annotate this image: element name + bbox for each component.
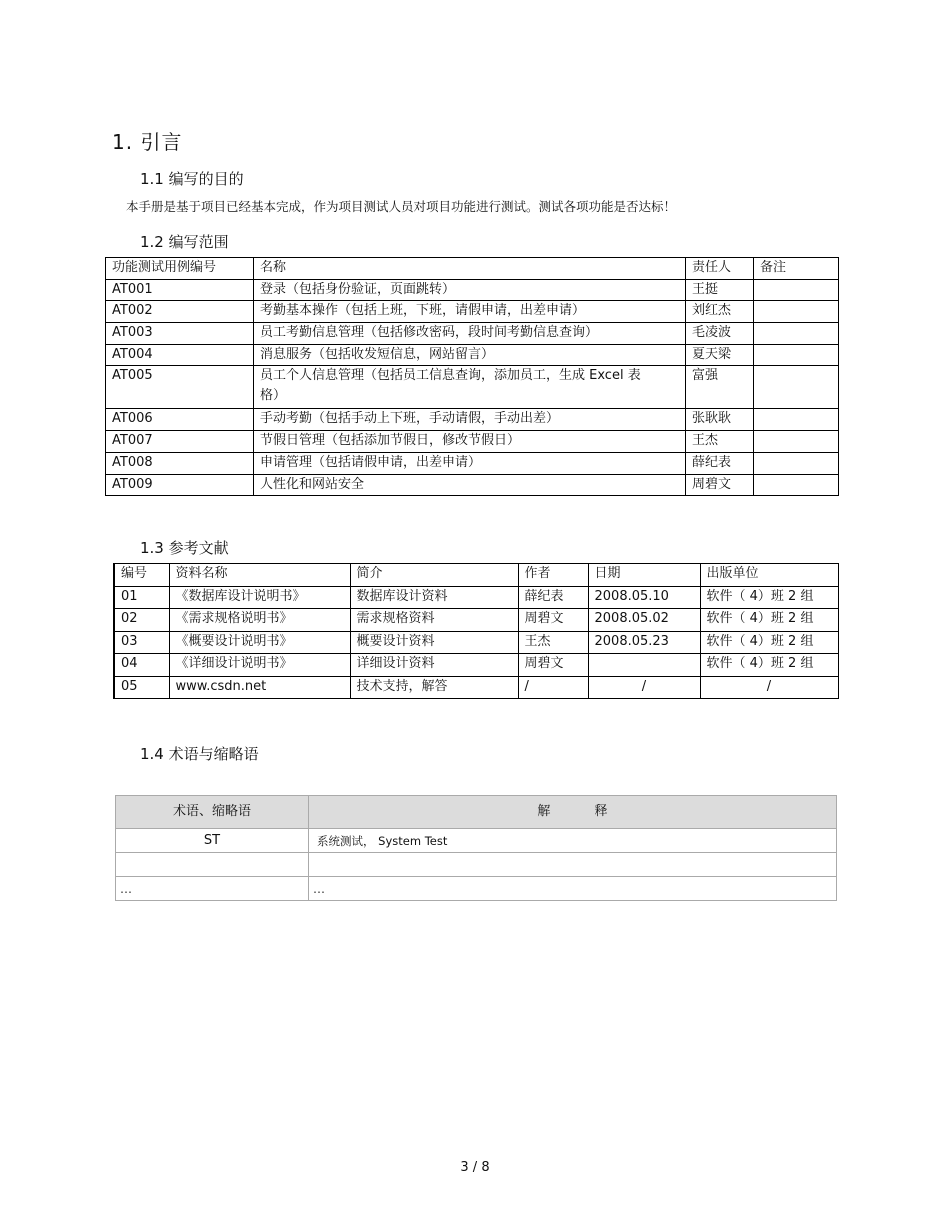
- ref-cell-summary: 数据库设计资料: [350, 586, 518, 609]
- scope-header-owner: 责任人: [686, 258, 754, 280]
- ref-cell-author: /: [518, 676, 588, 699]
- scope-cell-id: AT005: [106, 366, 254, 409]
- scope-cell-owner: 刘红杰: [686, 301, 754, 323]
- scope-cell-name: 考勤基本操作（包括上班，下班，请假申请，出差申请）: [254, 301, 686, 323]
- ref-cell-publisher: /: [700, 676, 838, 699]
- scope-cell-name: 员工个人信息管理（包括员工信息查询，添加员工，生成 Excel 表格）: [254, 366, 686, 409]
- scope-table: [105, 257, 839, 496]
- table-row: [106, 323, 839, 345]
- terms-cell-term: [116, 853, 309, 877]
- heading-terms: 1.4 术语与缩略语: [140, 745, 259, 763]
- scope-cell-name: 消息服务（包括收发短信息，网站留言）: [254, 344, 686, 366]
- terms-header-explanation: 解 释: [309, 796, 837, 829]
- scope-header-note: 备注: [754, 258, 839, 280]
- scope-cell-note: [754, 344, 839, 366]
- ref-cell-link: www.csdn.net: [169, 676, 350, 699]
- ref-cell-summary: 技术支持，解答: [350, 676, 518, 699]
- ref-cell-publisher: 软件（ 4）班 2 组: [700, 631, 838, 654]
- terms-cell-term: …: [116, 877, 309, 901]
- ref-cell-title: 《数据库设计说明书》: [169, 586, 350, 609]
- terms-table: [115, 795, 837, 901]
- scope-cell-owner: 夏天梁: [686, 344, 754, 366]
- ref-header-no: 编号: [114, 564, 169, 587]
- heading-references: 1.3 参考文献: [140, 539, 229, 557]
- ref-cell-summary: 需求规格资料: [350, 609, 518, 632]
- scope-header-row: [106, 258, 839, 280]
- table-row: [116, 877, 837, 901]
- table-row: [106, 279, 839, 301]
- ref-cell-date: 2008.05.02: [588, 609, 700, 632]
- scope-cell-id: AT003: [106, 323, 254, 345]
- ref-cell-date: 2008.05.10: [588, 586, 700, 609]
- ref-cell-date: [588, 654, 700, 677]
- scope-cell-name: 员工考勤信息管理（包括修改密码，段时间考勤信息查询）: [254, 323, 686, 345]
- scope-cell-owner: 周碧文: [686, 474, 754, 496]
- page-number: 3 / 8: [460, 1160, 490, 1175]
- table-row: [106, 474, 839, 496]
- scope-cell-note: [754, 409, 839, 431]
- ref-cell-no: 02: [114, 609, 169, 632]
- scope-cell-note: [754, 301, 839, 323]
- scope-cell-id: AT009: [106, 474, 254, 496]
- scope-cell-owner: 毛凌波: [686, 323, 754, 345]
- scope-cell-note: [754, 366, 839, 409]
- scope-cell-name: 登录（包括身份验证，页面跳转）: [254, 279, 686, 301]
- ref-cell-no: 05: [114, 676, 169, 699]
- terms-header-term: 术语、缩略语: [116, 796, 309, 829]
- scope-cell-owner: 富强: [686, 366, 754, 409]
- terms-cell-explanation: [309, 853, 837, 877]
- table-row: [106, 366, 839, 409]
- table-row: [106, 431, 839, 453]
- ref-header-date: 日期: [588, 564, 700, 587]
- ref-cell-publisher: 软件（ 4）班 2 组: [700, 654, 838, 677]
- heading-introduction: 1. 引言: [112, 130, 183, 154]
- scope-cell-note: [754, 431, 839, 453]
- ref-cell-publisher: 软件（ 4）班 2 组: [700, 586, 838, 609]
- table-row: [114, 631, 838, 654]
- ref-cell-publisher: 软件（ 4）班 2 组: [700, 609, 838, 632]
- terms-cell-term: ST: [116, 829, 309, 853]
- scope-cell-id: AT001: [106, 279, 254, 301]
- ref-cell-summary: 概要设计资料: [350, 631, 518, 654]
- ref-cell-title: 《需求规格说明书》: [169, 609, 350, 632]
- scope-cell-name: 人性化和网站安全: [254, 474, 686, 496]
- scope-cell-owner: 薛纪表: [686, 452, 754, 474]
- table-row: [114, 586, 838, 609]
- terms-cell-explanation: …: [309, 877, 837, 901]
- scope-cell-owner: 王挺: [686, 279, 754, 301]
- ref-cell-no: 03: [114, 631, 169, 654]
- scope-header-name: 名称: [254, 258, 686, 280]
- scope-cell-note: [754, 474, 839, 496]
- scope-cell-owner: 王杰: [686, 431, 754, 453]
- ref-cell-title: 《概要设计说明书》: [169, 631, 350, 654]
- scope-cell-note: [754, 279, 839, 301]
- ref-header-author: 作者: [518, 564, 588, 587]
- ref-cell-summary: 详细设计资料: [350, 654, 518, 677]
- terms-header-row: [116, 796, 837, 829]
- table-row: [114, 654, 838, 677]
- scope-cell-id: AT007: [106, 431, 254, 453]
- scope-cell-note: [754, 452, 839, 474]
- references-header-row: [114, 564, 838, 587]
- ref-cell-date: /: [588, 676, 700, 699]
- table-row: [116, 829, 837, 853]
- scope-header-id: 功能测试用例编号: [106, 258, 254, 280]
- scope-cell-id: AT006: [106, 409, 254, 431]
- table-row: [106, 344, 839, 366]
- ref-cell-author: 周碧文: [518, 609, 588, 632]
- ref-cell-author: 王杰: [518, 631, 588, 654]
- terms-cell-explanation: 系统测试， System Test: [309, 829, 837, 853]
- table-row: [106, 409, 839, 431]
- ref-cell-no: 01: [114, 586, 169, 609]
- ref-cell-author: 薛纪表: [518, 586, 588, 609]
- scope-cell-id: AT008: [106, 452, 254, 474]
- table-row: [114, 676, 838, 699]
- heading-purpose: 1.1 编写的目的: [140, 170, 244, 188]
- references-table: [113, 563, 839, 699]
- scope-cell-name: 节假日管理（包括添加节假日，修改节假日）: [254, 431, 686, 453]
- ref-cell-date: 2008.05.23: [588, 631, 700, 654]
- table-row: [114, 609, 838, 632]
- ref-header-publisher: 出版单位: [700, 564, 838, 587]
- table-row: [106, 301, 839, 323]
- ref-cell-no: 04: [114, 654, 169, 677]
- scope-cell-name: 手动考勤（包括手动上下班，手动请假，手动出差）: [254, 409, 686, 431]
- heading-scope: 1.2 编写范围: [140, 233, 229, 251]
- ref-header-title: 资料名称: [169, 564, 350, 587]
- scope-cell-id: AT004: [106, 344, 254, 366]
- ref-cell-author: 周碧文: [518, 654, 588, 677]
- table-row: [116, 853, 837, 877]
- purpose-paragraph: 本手册是基于项目已经基本完成，作为项目测试人员对项目功能进行测试。测试各项功能是否达标！: [126, 199, 677, 214]
- scope-cell-note: [754, 323, 839, 345]
- scope-cell-owner: 张耿耿: [686, 409, 754, 431]
- scope-cell-id: AT002: [106, 301, 254, 323]
- ref-header-summary: 简介: [350, 564, 518, 587]
- scope-cell-name: 申请管理（包括请假申请，出差申请）: [254, 452, 686, 474]
- ref-cell-title: 《详细设计说明书》: [169, 654, 350, 677]
- table-row: [106, 452, 839, 474]
